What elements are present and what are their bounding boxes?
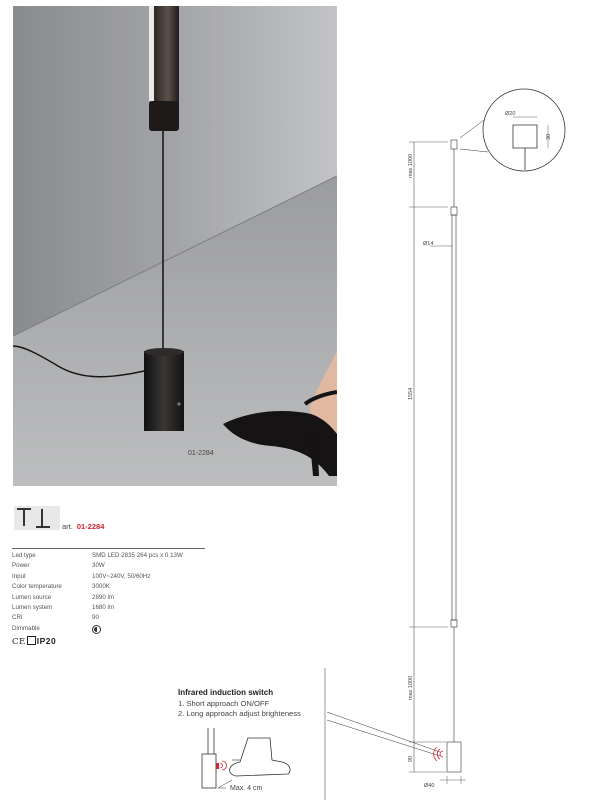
- shoe-illustration: [230, 738, 290, 776]
- spec-value: SMD LED 2835 264 pcs x 0.13W: [92, 552, 183, 559]
- article-label: art.: [62, 522, 73, 531]
- spec-label: Led type: [12, 552, 36, 559]
- switch-instruction-1: 1. Short approach ON/OFF: [178, 699, 270, 708]
- dim-max-lower: max 1000: [408, 675, 414, 700]
- spec-value: 30W: [92, 562, 105, 570]
- switch-distance: Max. 4 cm: [230, 785, 263, 792]
- spec-label: Lumen system: [12, 603, 53, 611]
- spec-value: 90: [92, 614, 99, 622]
- spec-value: 2890 lm: [92, 593, 115, 601]
- ceiling-cap: [451, 140, 457, 149]
- dim-tube-diameter: Ø14: [423, 241, 434, 247]
- spec-label: Power: [12, 562, 30, 570]
- spec-label: Lumen source: [12, 593, 52, 601]
- photo-caption: 01-2284: [188, 450, 214, 457]
- ip-rating: IP20: [36, 636, 57, 646]
- spec-label: Dimmable: [12, 624, 40, 632]
- dim-tube-length: 1554: [408, 387, 414, 400]
- dim-top-diameter: Ø20: [505, 111, 516, 117]
- dim-base-height: 90: [408, 755, 414, 762]
- switch-base-illustration: [202, 754, 216, 788]
- tube-body: [452, 215, 456, 620]
- dim-max-upper: max 1000: [408, 153, 414, 178]
- spec-value: 1680 lm: [92, 603, 115, 611]
- base-block: [447, 742, 461, 772]
- spec-label: CRI: [12, 614, 23, 622]
- switch-sensor-dot: [216, 763, 219, 769]
- article-code: 01-2284: [76, 522, 105, 531]
- spec-value: 100V~240V, 50/60Hz: [92, 572, 151, 580]
- detail-zoom-circle: [483, 89, 565, 171]
- spec-value: 3000K: [92, 583, 110, 591]
- ce-mark: CE: [12, 637, 26, 647]
- spec-label: Color temperature: [12, 583, 62, 591]
- dim-top-height: 30: [546, 133, 552, 140]
- tube-bottom-cap: [451, 620, 457, 627]
- switch-title: Infrared induction switch: [178, 688, 274, 697]
- switch-instruction-2: 2. Long approach adjust brighteness: [178, 709, 301, 718]
- spec-label: Input: [12, 572, 26, 580]
- dim-base-diameter: Ø40: [424, 783, 435, 789]
- tube-top-cap: [451, 207, 457, 215]
